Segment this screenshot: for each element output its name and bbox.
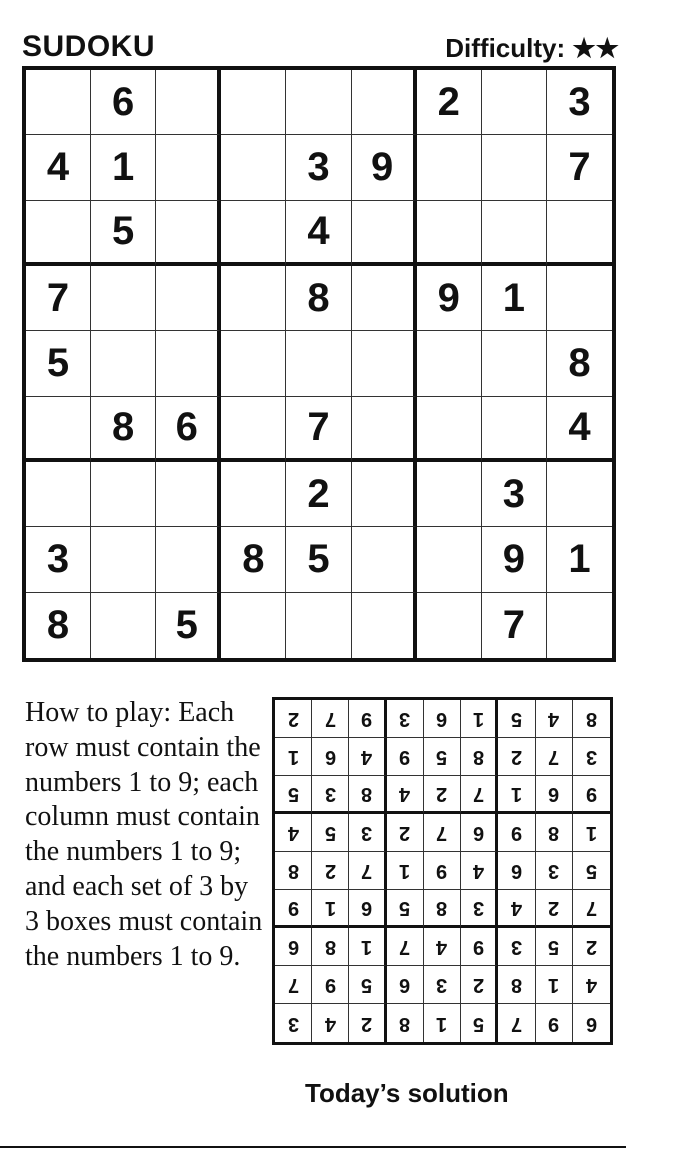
solution-cell-r5-c7 bbox=[498, 852, 535, 890]
solution-cell-r3-c6 bbox=[461, 776, 498, 814]
solution-digit: 5 bbox=[287, 783, 299, 805]
solution-digit: 7 bbox=[287, 974, 299, 996]
solution-cell-r6-c2 bbox=[312, 890, 349, 928]
puzzle-cell-r5-c3[interactable] bbox=[156, 331, 221, 396]
solution-digit: 5 bbox=[399, 897, 411, 919]
solution-cell-r9-c8 bbox=[536, 1004, 573, 1042]
solution-cell-r2-c1 bbox=[275, 738, 312, 776]
how-to-play-instructions: How to play: Each row must contain the numbers 1 to 9; each column must contain the numbers 1 to 9; and each set of 3 by 3 boxes must contain the numbers 1 to 9. bbox=[25, 697, 263, 972]
solution-cell-r1-c7 bbox=[498, 700, 535, 738]
solution-cell-r9-c1 bbox=[275, 1004, 312, 1042]
solution-digit: 1 bbox=[436, 1012, 448, 1035]
solution-cell-r6-c5 bbox=[424, 890, 461, 928]
puzzle-cell-r5-c7[interactable] bbox=[417, 331, 482, 396]
puzzle-cell-r9-c1[interactable]: 8 bbox=[26, 593, 91, 658]
solution-digit: 4 bbox=[360, 746, 373, 768]
puzzle-cell-r3-c9[interactable] bbox=[547, 201, 612, 266]
solution-digit: 3 bbox=[585, 746, 597, 768]
puzzle-cell-r7-c1[interactable] bbox=[26, 462, 91, 527]
solution-cell-r2-c9 bbox=[573, 738, 610, 776]
puzzle-cell-r4-c9[interactable] bbox=[547, 266, 612, 331]
solution-digit: 7 bbox=[548, 746, 560, 768]
solution-digit: 7 bbox=[510, 1012, 522, 1035]
puzzle-cell-r3-c2[interactable]: 5 bbox=[91, 201, 156, 266]
solution-cell-r9-c7 bbox=[498, 1004, 535, 1042]
solution-digit: 9 bbox=[287, 897, 299, 919]
solution-digit: 1 bbox=[360, 936, 373, 958]
solution-digit: 8 bbox=[472, 746, 484, 768]
puzzle-cell-r6-c7[interactable] bbox=[417, 397, 482, 462]
puzzle-cell-r5-c1[interactable]: 5 bbox=[26, 331, 91, 396]
solution-digit: 4 bbox=[510, 897, 522, 919]
solution-cell-r4-c3 bbox=[349, 814, 386, 852]
puzzle-cell-r4-c6[interactable] bbox=[352, 266, 417, 331]
solution-cell-r6-c9 bbox=[573, 890, 610, 928]
solution-cell-r8-c9 bbox=[573, 966, 610, 1004]
puzzle-cell-r9-c8[interactable]: 7 bbox=[482, 593, 547, 658]
solution-digit: 6 bbox=[472, 822, 484, 844]
solution-cell-r7-c8 bbox=[536, 928, 573, 966]
solution-digit: 3 bbox=[324, 783, 336, 805]
puzzle-cell-r8-c1[interactable]: 3 bbox=[26, 527, 91, 592]
solution-cell-r8-c1 bbox=[275, 966, 312, 1004]
solution-digit: 7 bbox=[472, 783, 484, 805]
solution-digit: 7 bbox=[399, 936, 411, 958]
solution-digit: 8 bbox=[324, 936, 336, 958]
solution-digit: 3 bbox=[510, 936, 522, 958]
solution-cell-r6-c3 bbox=[349, 890, 386, 928]
solution-digit: 9 bbox=[585, 783, 597, 805]
solution-digit: 7 bbox=[585, 897, 597, 919]
puzzle-cell-r7-c6[interactable] bbox=[352, 462, 417, 527]
solution-digit: 4 bbox=[548, 708, 560, 730]
solution-cell-r9-c6 bbox=[461, 1004, 498, 1042]
solution-cell-r4-c1 bbox=[275, 814, 312, 852]
puzzle-cell-r1-c9[interactable]: 3 bbox=[547, 70, 612, 135]
puzzle-cell-r6-c6[interactable] bbox=[352, 397, 417, 462]
solution-digit: 4 bbox=[585, 974, 597, 996]
puzzle-cell-r7-c4[interactable] bbox=[221, 462, 286, 527]
solution-cell-r1-c1 bbox=[275, 700, 312, 738]
solution-digit: 1 bbox=[585, 822, 597, 844]
puzzle-cell-r1-c2[interactable]: 6 bbox=[91, 70, 156, 135]
puzzle-cell-r8-c4[interactable]: 8 bbox=[221, 527, 286, 592]
solution-digit: 3 bbox=[360, 822, 373, 844]
puzzle-cell-r2-c8[interactable] bbox=[482, 135, 547, 200]
puzzle-cell-r9-c9[interactable] bbox=[547, 593, 612, 658]
puzzle-cell-r8-c7[interactable] bbox=[417, 527, 482, 592]
solution-digit: 7 bbox=[324, 708, 336, 730]
solution-digit: 2 bbox=[548, 897, 560, 919]
solution-cell-r2-c3 bbox=[349, 738, 386, 776]
puzzle-cell-r5-c4[interactable] bbox=[221, 331, 286, 396]
puzzle-cell-r3-c4[interactable] bbox=[221, 201, 286, 266]
puzzle-cell-r4-c2[interactable] bbox=[91, 266, 156, 331]
puzzle-cell-r2-c3[interactable] bbox=[156, 135, 221, 200]
solution-digit: 6 bbox=[510, 860, 522, 882]
solution-cell-r2-c2 bbox=[312, 738, 349, 776]
solution-cell-r5-c2 bbox=[312, 852, 349, 890]
solution-digit: 9 bbox=[472, 936, 484, 958]
solution-digit: 1 bbox=[510, 783, 522, 805]
puzzle-cell-r1-c7[interactable]: 2 bbox=[417, 70, 482, 135]
solution-cell-r2-c8 bbox=[536, 738, 573, 776]
solution-cell-r9-c4 bbox=[387, 1004, 424, 1042]
solution-cell-r5-c5 bbox=[424, 852, 461, 890]
solution-digit: 1 bbox=[472, 708, 484, 730]
solution-cell-r7-c7 bbox=[498, 928, 535, 966]
puzzle-cell-r5-c9[interactable]: 8 bbox=[547, 331, 612, 396]
puzzle-cell-r4-c7[interactable]: 9 bbox=[417, 266, 482, 331]
puzzle-cell-r7-c7[interactable] bbox=[417, 462, 482, 527]
sudoku-puzzle-grid bbox=[22, 66, 616, 662]
solution-cell-r9-c2 bbox=[312, 1004, 349, 1042]
puzzle-cell-r8-c6[interactable] bbox=[352, 527, 417, 592]
solution-digit: 4 bbox=[287, 822, 299, 844]
solution-digit: 3 bbox=[472, 897, 484, 919]
puzzle-cell-r3-c1[interactable] bbox=[26, 201, 91, 266]
solution-digit: 9 bbox=[324, 974, 336, 996]
solution-digit: 8 bbox=[399, 1012, 411, 1035]
solution-digit: 6 bbox=[324, 746, 336, 768]
puzzle-cell-r3-c3[interactable] bbox=[156, 201, 221, 266]
puzzle-cell-r4-c4[interactable] bbox=[221, 266, 286, 331]
puzzle-cell-r9-c6[interactable] bbox=[352, 593, 417, 658]
solution-cell-r4-c4 bbox=[387, 814, 424, 852]
puzzle-cell-r6-c2[interactable]: 8 bbox=[91, 397, 156, 462]
puzzle-cell-r2-c7[interactable] bbox=[417, 135, 482, 200]
puzzle-cell-r7-c2[interactable] bbox=[91, 462, 156, 527]
puzzle-cell-r4-c8[interactable]: 1 bbox=[482, 266, 547, 331]
solution-digit: 6 bbox=[436, 708, 448, 730]
solution-cell-r6-c6 bbox=[461, 890, 498, 928]
solution-cell-r1-c4 bbox=[387, 700, 424, 738]
solution-cell-r1-c5 bbox=[424, 700, 461, 738]
solution-cell-r3-c3 bbox=[349, 776, 386, 814]
solution-cell-r8-c6 bbox=[461, 966, 498, 1004]
solution-digit: 9 bbox=[436, 860, 448, 882]
solution-cell-r5-c4 bbox=[387, 852, 424, 890]
solution-digit: 5 bbox=[585, 860, 597, 882]
solution-cell-r1-c3 bbox=[349, 700, 386, 738]
solution-digit: 4 bbox=[436, 936, 448, 958]
puzzle-cell-r2-c2[interactable]: 1 bbox=[91, 135, 156, 200]
solution-cell-r7-c2 bbox=[312, 928, 349, 966]
puzzle-cell-r6-c8[interactable] bbox=[482, 397, 547, 462]
solution-digit: 2 bbox=[472, 974, 484, 996]
solution-cell-r5-c3 bbox=[349, 852, 386, 890]
puzzle-cell-r6-c4[interactable] bbox=[221, 397, 286, 462]
solution-cell-r1-c2 bbox=[312, 700, 349, 738]
solution-cell-r7-c4 bbox=[387, 928, 424, 966]
puzzle-cell-r9-c4[interactable] bbox=[221, 593, 286, 658]
solution-digit: 6 bbox=[360, 897, 373, 919]
solution-digit: 2 bbox=[360, 1012, 373, 1035]
puzzle-cell-r2-c4[interactable] bbox=[221, 135, 286, 200]
solution-caption: Today’s solution bbox=[305, 1078, 509, 1108]
solution-digit: 6 bbox=[287, 936, 299, 958]
solution-digit: 7 bbox=[436, 822, 448, 844]
solution-cell-r8-c8 bbox=[536, 966, 573, 1004]
puzzle-cell-r8-c3[interactable] bbox=[156, 527, 221, 592]
solution-cell-r1-c8 bbox=[536, 700, 573, 738]
puzzle-cell-r1-c1[interactable] bbox=[26, 70, 91, 135]
puzzle-cell-r5-c2[interactable] bbox=[91, 331, 156, 396]
solution-cell-r5-c9 bbox=[573, 852, 610, 890]
solution-digit: 9 bbox=[399, 746, 411, 768]
solution-cell-r3-c2 bbox=[312, 776, 349, 814]
solution-digit: 2 bbox=[585, 936, 597, 958]
solution-cell-r8-c5 bbox=[424, 966, 461, 1004]
solution-cell-r3-c8 bbox=[536, 776, 573, 814]
solution-digit: 3 bbox=[548, 860, 560, 882]
solution-cell-r3-c9 bbox=[573, 776, 610, 814]
solution-digit: 3 bbox=[287, 1012, 299, 1035]
puzzle-cell-r8-c9[interactable]: 1 bbox=[547, 527, 612, 592]
puzzle-cell-r7-c8[interactable]: 3 bbox=[482, 462, 547, 527]
sudoku-solution-grid bbox=[272, 697, 613, 1045]
puzzle-cell-r9-c3[interactable]: 5 bbox=[156, 593, 221, 658]
solution-cell-r5-c8 bbox=[536, 852, 573, 890]
puzzle-cell-r9-c2[interactable] bbox=[91, 593, 156, 658]
solution-digit: 9 bbox=[510, 822, 522, 844]
solution-cell-r3-c5 bbox=[424, 776, 461, 814]
puzzle-cell-r3-c6[interactable] bbox=[352, 201, 417, 266]
puzzle-cell-r1-c5[interactable] bbox=[286, 70, 351, 135]
solution-cell-r6-c1 bbox=[275, 890, 312, 928]
solution-digit: 1 bbox=[324, 897, 336, 919]
game-title: SUDOKU bbox=[22, 30, 156, 63]
solution-cell-r4-c6 bbox=[461, 814, 498, 852]
solution-digit: 9 bbox=[360, 708, 373, 730]
solution-cell-r7-c3 bbox=[349, 928, 386, 966]
solution-cell-r9-c9 bbox=[573, 1004, 610, 1042]
solution-cell-r7-c9 bbox=[573, 928, 610, 966]
puzzle-cell-r8-c2[interactable] bbox=[91, 527, 156, 592]
puzzle-cell-r5-c6[interactable] bbox=[352, 331, 417, 396]
puzzle-cell-r7-c3[interactable] bbox=[156, 462, 221, 527]
solution-digit: 5 bbox=[436, 746, 448, 768]
puzzle-cell-r2-c5[interactable]: 3 bbox=[286, 135, 351, 200]
solution-digit: 2 bbox=[436, 783, 448, 805]
solution-digit: 8 bbox=[510, 974, 522, 996]
puzzle-cell-r7-c5[interactable]: 2 bbox=[286, 462, 351, 527]
puzzle-cell-r4-c5[interactable]: 8 bbox=[286, 266, 351, 331]
puzzle-cell-r7-c9[interactable] bbox=[547, 462, 612, 527]
solution-digit: 2 bbox=[399, 822, 411, 844]
solution-digit: 3 bbox=[436, 974, 448, 996]
solution-cell-r5-c1 bbox=[275, 852, 312, 890]
solution-cell-r4-c2 bbox=[312, 814, 349, 852]
puzzle-cell-r2-c1[interactable]: 4 bbox=[26, 135, 91, 200]
solution-digit: 1 bbox=[399, 860, 411, 882]
solution-cell-r8-c3 bbox=[349, 966, 386, 1004]
puzzle-cell-r9-c7[interactable] bbox=[417, 593, 482, 658]
solution-cell-r5-c6 bbox=[461, 852, 498, 890]
solution-cell-r8-c7 bbox=[498, 966, 535, 1004]
solution-digit: 5 bbox=[360, 974, 373, 996]
puzzle-cell-r6-c5[interactable]: 7 bbox=[286, 397, 351, 462]
solution-digit: 8 bbox=[287, 860, 299, 882]
puzzle-cell-r2-c9[interactable]: 7 bbox=[547, 135, 612, 200]
solution-cell-r9-c3 bbox=[349, 1004, 386, 1042]
puzzle-cell-r3-c5[interactable]: 4 bbox=[286, 201, 351, 266]
solution-digit: 8 bbox=[360, 783, 373, 805]
solution-digit: 6 bbox=[548, 783, 560, 805]
puzzle-cell-r1-c6[interactable] bbox=[352, 70, 417, 135]
puzzle-cell-r6-c3[interactable]: 6 bbox=[156, 397, 221, 462]
puzzle-cell-r6-c9[interactable]: 4 bbox=[547, 397, 612, 462]
bottom-divider bbox=[0, 1146, 626, 1148]
solution-digit: 2 bbox=[287, 708, 299, 730]
puzzle-cell-r6-c1[interactable] bbox=[26, 397, 91, 462]
solution-digit: 8 bbox=[585, 708, 597, 730]
solution-digit: 6 bbox=[399, 974, 411, 996]
puzzle-cell-r5-c5[interactable] bbox=[286, 331, 351, 396]
solution-digit: 4 bbox=[399, 783, 411, 805]
solution-cell-r3-c7 bbox=[498, 776, 535, 814]
puzzle-cell-r4-c3[interactable] bbox=[156, 266, 221, 331]
solution-cell-r7-c6 bbox=[461, 928, 498, 966]
solution-digit: 6 bbox=[585, 1012, 597, 1035]
solution-digit: 1 bbox=[287, 746, 299, 768]
solution-cell-r4-c7 bbox=[498, 814, 535, 852]
puzzle-cell-r4-c1[interactable]: 7 bbox=[26, 266, 91, 331]
solution-cell-r2-c7 bbox=[498, 738, 535, 776]
solution-digit: 4 bbox=[324, 1012, 336, 1035]
solution-cell-r9-c5 bbox=[424, 1004, 461, 1042]
solution-cell-r4-c9 bbox=[573, 814, 610, 852]
solution-cell-r2-c6 bbox=[461, 738, 498, 776]
solution-cell-r2-c5 bbox=[424, 738, 461, 776]
solution-cell-r6-c7 bbox=[498, 890, 535, 928]
puzzle-cell-r1-c4[interactable] bbox=[221, 70, 286, 135]
solution-cell-r6-c8 bbox=[536, 890, 573, 928]
solution-digit: 1 bbox=[548, 974, 560, 996]
puzzle-cell-r3-c7[interactable] bbox=[417, 201, 482, 266]
solution-digit: 5 bbox=[548, 936, 560, 958]
solution-digit: 8 bbox=[548, 822, 560, 844]
solution-cell-r8-c2 bbox=[312, 966, 349, 1004]
puzzle-cell-r1-c3[interactable] bbox=[156, 70, 221, 135]
solution-digit: 5 bbox=[324, 822, 336, 844]
solution-digit: 7 bbox=[360, 860, 373, 882]
puzzle-cell-r9-c5[interactable] bbox=[286, 593, 351, 658]
puzzle-cell-r3-c8[interactable] bbox=[482, 201, 547, 266]
solution-digit: 3 bbox=[399, 708, 411, 730]
puzzle-cell-r5-c8[interactable] bbox=[482, 331, 547, 396]
solution-cell-r4-c5 bbox=[424, 814, 461, 852]
solution-digit: 9 bbox=[548, 1012, 560, 1035]
solution-digit: 2 bbox=[324, 860, 336, 882]
solution-cell-r6-c4 bbox=[387, 890, 424, 928]
solution-digit: 2 bbox=[510, 746, 522, 768]
solution-cell-r8-c4 bbox=[387, 966, 424, 1004]
solution-digit: 8 bbox=[436, 897, 448, 919]
puzzle-cell-r1-c8[interactable] bbox=[482, 70, 547, 135]
solution-digit: 5 bbox=[472, 1012, 484, 1035]
difficulty-rating: Difficulty: ★★ bbox=[445, 33, 619, 63]
puzzle-cell-r2-c6[interactable]: 9 bbox=[352, 135, 417, 200]
solution-cell-r3-c4 bbox=[387, 776, 424, 814]
solution-cell-r1-c6 bbox=[461, 700, 498, 738]
solution-digit: 4 bbox=[472, 860, 484, 882]
solution-digit: 5 bbox=[510, 708, 522, 730]
solution-cell-r7-c5 bbox=[424, 928, 461, 966]
puzzle-cell-r8-c5[interactable]: 5 bbox=[286, 527, 351, 592]
solution-cell-r2-c4 bbox=[387, 738, 424, 776]
solution-cell-r3-c1 bbox=[275, 776, 312, 814]
solution-cell-r7-c1 bbox=[275, 928, 312, 966]
solution-cell-r1-c9 bbox=[573, 700, 610, 738]
puzzle-cell-r8-c8[interactable]: 9 bbox=[482, 527, 547, 592]
solution-cell-r4-c8 bbox=[536, 814, 573, 852]
